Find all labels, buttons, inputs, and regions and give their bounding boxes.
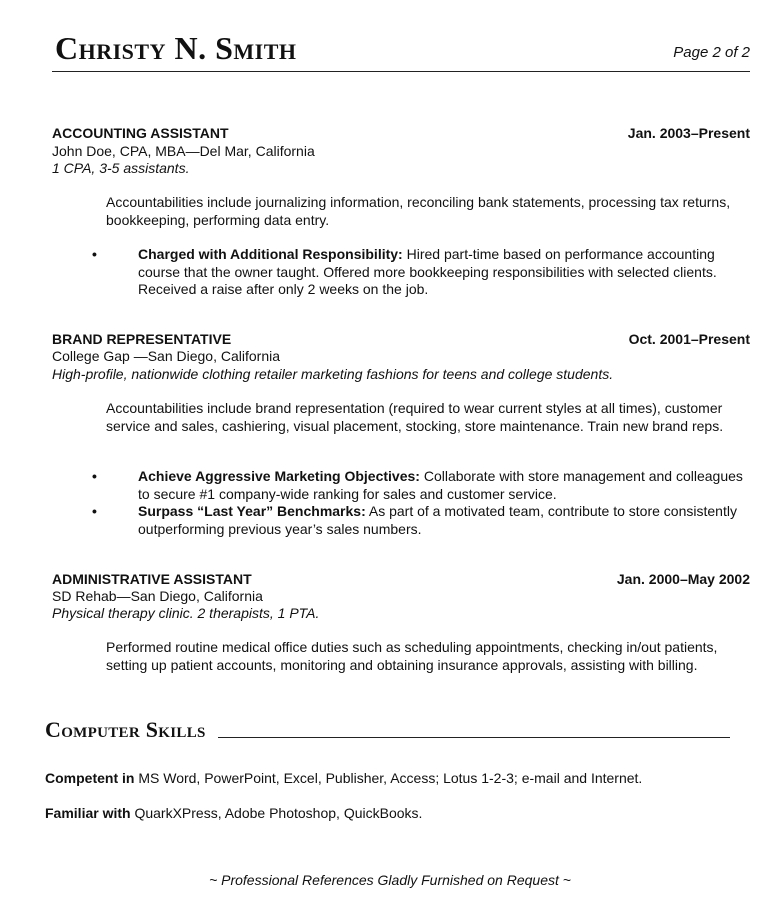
list-item xyxy=(92,503,752,538)
job-dates: Jan. 2003–Present xyxy=(627,125,750,141)
job-dates: Jan. 2000–May 2002 xyxy=(616,571,750,587)
job-title: ADMINISTRATIVE ASSISTANT xyxy=(52,571,252,587)
skill-label: Familiar with xyxy=(45,805,131,821)
job-description: Performed routine medical office duties such as scheduling appointments, checking in/out patients, setting up patient accounts, monitoring and obtaining insurance approvals, assisting with billing. xyxy=(106,639,718,673)
header-divider xyxy=(52,71,750,72)
skill-text: MS Word, PowerPoint, Excel, Publisher, Access; Lotus 1-2-3; e-mail and Internet. xyxy=(138,770,643,786)
bullet-icon: • xyxy=(92,468,97,484)
section-heading: Computer Skills xyxy=(45,717,206,742)
job-title: BRAND REPRESENTATIVE xyxy=(52,331,232,347)
skill-label: Competent in xyxy=(45,770,135,786)
candidate-name: Christy N. Smith xyxy=(55,30,297,66)
bullet-lead: Charged with Additional Responsibility: xyxy=(138,246,403,262)
job-title: ACCOUNTING ASSISTANT xyxy=(52,125,229,141)
section-divider xyxy=(218,737,730,738)
bullet-icon: • xyxy=(92,246,97,262)
skill-line-competent xyxy=(45,770,642,786)
bullet-text: Hired part-time based on performance accounting course that the owner taught. Offered more bookkeeping responsibilities with selected clients. Received a raise after only 2 weeks on the job. xyxy=(138,246,717,297)
employer-description: Physical therapy clinic. 2 therapists, 1 PTA. xyxy=(52,605,320,621)
skill-line-familiar xyxy=(45,805,422,821)
employer-description: 1 CPA, 3-5 assistants. xyxy=(52,160,190,176)
references-footer: ~ Professional References Gladly Furnished on Request ~ xyxy=(209,872,571,888)
list-item xyxy=(92,468,752,503)
employer: SD Rehab—San Diego, California xyxy=(52,588,263,604)
employer: College Gap —San Diego, California xyxy=(52,348,281,364)
bullet-lead: Surpass “Last Year” Benchmarks: xyxy=(138,503,366,519)
employer: John Doe, CPA, MBA—Del Mar, California xyxy=(52,143,315,159)
bullet-text: Collaborate with store management and colleagues to secure #1 company-wide ranking for sales and customer service. xyxy=(138,468,743,502)
bullet-lead: Achieve Aggressive Marketing Objectives: xyxy=(138,468,420,484)
bullet-icon: • xyxy=(92,503,97,519)
skill-text: QuarkXPress, Adobe Photoshop, QuickBooks. xyxy=(134,805,423,821)
bullet-text: As part of a motivated team, contribute to store consistently outperforming previous year’s sales numbers. xyxy=(138,503,737,537)
page-number: Page 2 of 2 xyxy=(673,44,750,61)
job-description: Accountabilities include journalizing information, reconciling bank statements, processing tax returns, bookkeeping, performing data entry. xyxy=(106,194,731,228)
job-dates: Oct. 2001–Present xyxy=(628,331,750,347)
employer-description: High-profile, nationwide clothing retailer marketing fashions for teens and college students. xyxy=(52,366,614,382)
job-description: Accountabilities include brand representation (required to wear current styles at all times), customer service and sales, cashiering, visual placement, stocking, store maintenance. Train new brand reps. xyxy=(106,400,724,434)
list-item xyxy=(92,246,752,299)
